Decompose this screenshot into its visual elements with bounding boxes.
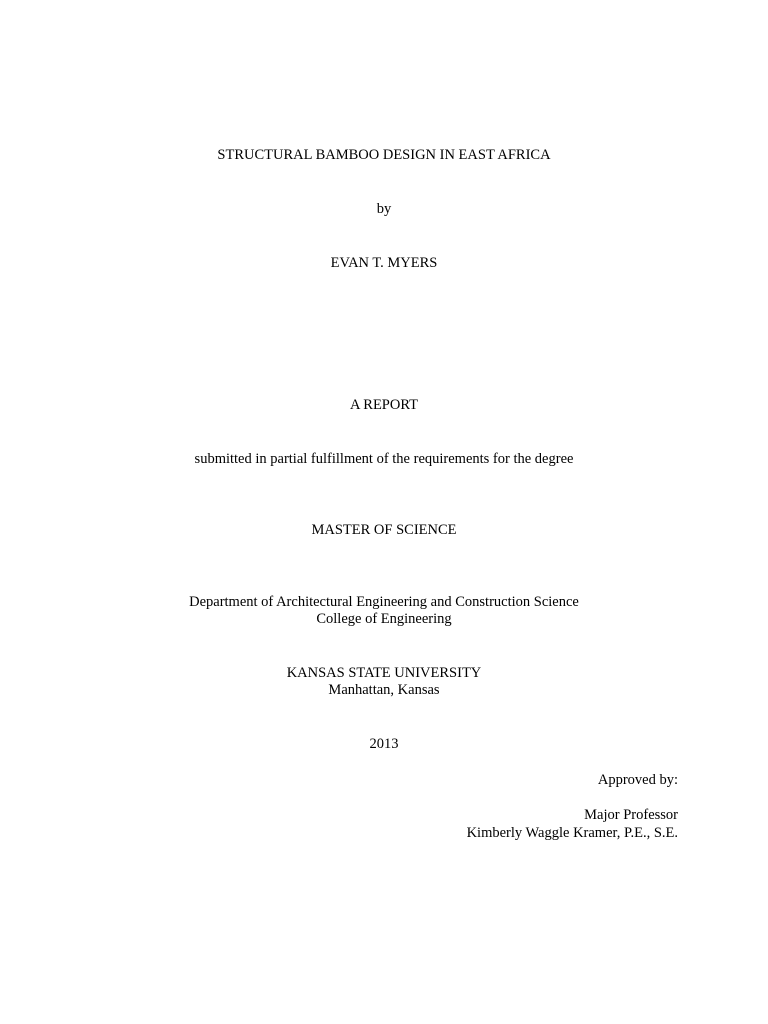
department-name: Department of Architectural Engineering and Construction Science	[189, 594, 579, 610]
author-name: EVAN T. MYERS	[330, 255, 438, 271]
university-name: KANSAS STATE UNIVERSITY	[286, 665, 482, 681]
major-professor-label: Major Professor	[584, 807, 678, 823]
degree-name: MASTER OF SCIENCE	[311, 522, 457, 538]
year: 2013	[369, 736, 399, 752]
by-label: by	[376, 201, 392, 217]
university-location: Manhattan, Kansas	[328, 682, 440, 698]
approved-by-label: Approved by:	[597, 772, 678, 788]
college-name: College of Engineering	[316, 611, 452, 627]
major-professor-name: Kimberly Waggle Kramer, P.E., S.E.	[466, 825, 678, 841]
report-type: A REPORT	[349, 397, 419, 413]
submission-statement: submitted in partial fulfillment of the requirements for the degree	[194, 451, 574, 467]
report-title: STRUCTURAL BAMBOO DESIGN IN EAST AFRICA	[217, 147, 551, 163]
